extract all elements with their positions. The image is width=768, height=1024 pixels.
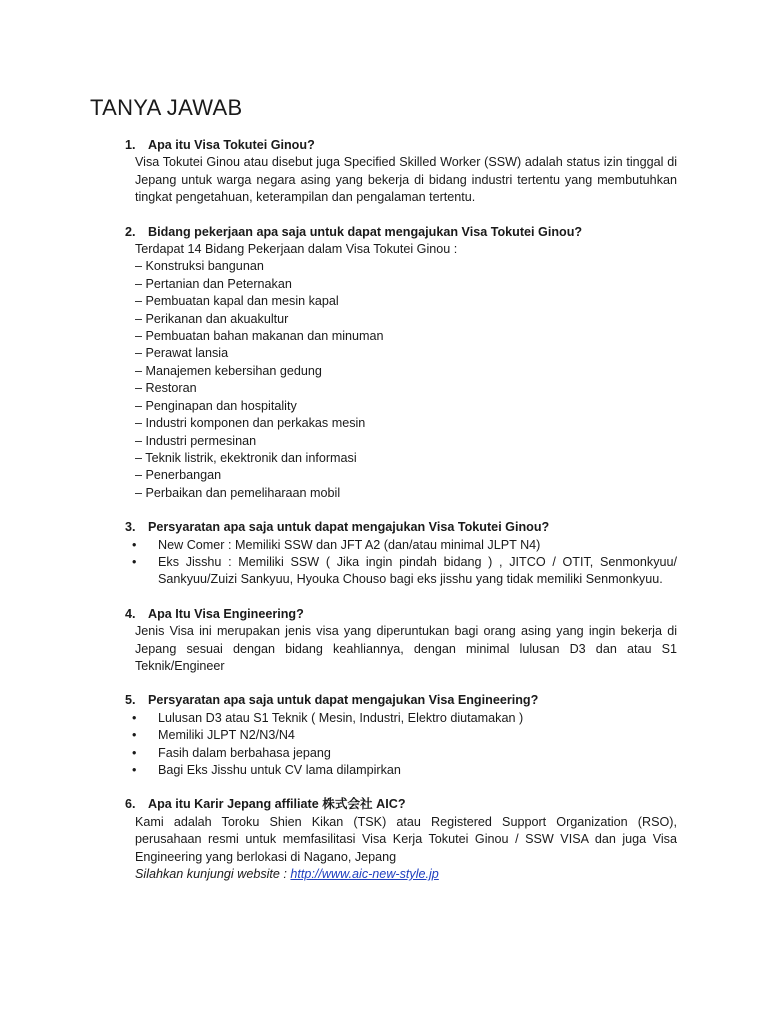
faq-answer-3 [125, 537, 677, 589]
faq-question-3 [125, 519, 677, 536]
faq-question-1 [125, 137, 677, 154]
list-item: • Fasih dalam berbahasa jepang [125, 745, 677, 762]
website-link[interactable]: http://www.aic-new-style.jp [290, 867, 439, 882]
question-number: 3. [125, 520, 136, 535]
faq-item-2 [125, 224, 677, 503]
faq-item-5 [125, 692, 677, 779]
list-item: – Restoran [135, 381, 197, 396]
faq-answer-6 [135, 814, 677, 884]
question-text: Bidang pekerjaan apa saja untuk dapat mengajukan Visa Tokutei Ginou? [148, 224, 583, 239]
list-item: – Pembuatan bahan makanan dan minuman [135, 329, 384, 344]
question-text: Apa itu Karir Jepang affiliate 株式会社 AIC? [148, 797, 406, 812]
faq-content [125, 137, 677, 900]
question-number: 1. [125, 138, 136, 152]
answer-intro: Terdapat 14 Bidang Pekerjaan dalam Visa Tokutei Ginou : [135, 242, 458, 257]
page-title: TANYA JAWAB [90, 95, 243, 120]
list-item: – Penginapan dan hospitality [135, 398, 297, 413]
list-item: – Perbaikan dan pemeliharaan mobil [135, 485, 341, 500]
faq-question-2 [125, 224, 677, 241]
list-item: • Bagi Eks Jisshu untuk CV lama dilampirkan [125, 762, 677, 779]
list-item: – Pertanian dan Peternakan [135, 276, 292, 291]
question-number: 5. [125, 693, 136, 708]
list-item: • New Comer : Memiliki SSW dan JFT A2 (dan/atau minimal JLPT N4) [125, 537, 677, 554]
faq-question-5 [125, 692, 677, 709]
faq-answer-5 [125, 710, 677, 780]
list-item: – Penerbangan [135, 468, 222, 483]
list-item: – Teknik listrik, ekektronik dan informasi [135, 450, 357, 465]
faq-answer-2 [135, 241, 677, 502]
list-item: – Perawat lansia [135, 346, 229, 361]
list-item: • Memiliki JLPT N2/N3/N4 [125, 727, 677, 744]
list-item: – Industri komponen dan perkakas mesin [135, 416, 366, 431]
faq-answer-4: Jenis Visa ini merupakan jenis visa yang diperuntukan bagi orang asing yang ingin bekerja di Jepang sesuai dengan bidang keahliannya, dengan minimal lulusan D3 dan atau S1 Teknik/Engineer [135, 624, 677, 673]
list-item: – Industri permesinan [135, 433, 257, 448]
faq-question-6 [125, 796, 677, 813]
question-number: 4. [125, 606, 136, 621]
question-number: 6. [125, 797, 136, 812]
list-item: • Lulusan D3 atau S1 Teknik ( Mesin, Industri, Elektro diutamakan ) [125, 710, 677, 727]
question-text: Persyaratan apa saja untuk dapat mengajukan Visa Tokutei Ginou? [148, 520, 550, 535]
question-text: Apa itu Visa Tokutei Ginou? [148, 138, 315, 152]
question-text: Persyaratan apa saja untuk dapat mengajukan Visa Engineering? [148, 693, 539, 708]
website-line [135, 866, 677, 883]
faq-item-6 [125, 796, 677, 883]
faq-item-3 [125, 519, 677, 589]
list-item: – Perikanan dan akuakultur [135, 311, 289, 326]
list-item: • Eks Jisshu : Memiliki SSW ( Jika ingin pindah bidang ) , JITCO / OTIT, Senmonkyuu/ Sankyuu/Zuizi Sankyuu, Hyouka Chouso bagi eks jisshu yang tidak memiliki Senmonkyuu. [125, 554, 677, 589]
website-label: Silahkan kunjungi website : [135, 867, 291, 882]
answer-text: Kami adalah Toroku Shien Kikan (TSK) atau Registered Support Organization (RSO), perusahaan resmi untuk memfasilitasi Visa Kerja Tokutei Ginou / SSW VISA dan juga Visa Engineering yang berlokasi di Nagano, Jepang [135, 814, 677, 864]
question-text: Apa Itu Visa Engineering? [148, 606, 304, 621]
question-number: 2. [125, 224, 136, 239]
faq-item-4 [125, 606, 677, 676]
list-item: – Manajemen kebersihan gedung [135, 363, 322, 378]
faq-answer-1: Visa Tokutei Ginou atau disebut juga Specified Skilled Worker (SSW) adalah status izin tinggal di Jepang untuk warga negara asing yang bekerja di bidang industri tertentu yang membutuhkan tingkat pengetahuan, keterampilan dan pengalaman tertentu. [135, 155, 677, 205]
list-item: – Konstruksi bangunan [135, 259, 264, 274]
faq-item-1 [125, 137, 677, 207]
faq-question-4 [125, 606, 677, 623]
list-item: – Pembuatan kapal dan mesin kapal [135, 294, 339, 309]
